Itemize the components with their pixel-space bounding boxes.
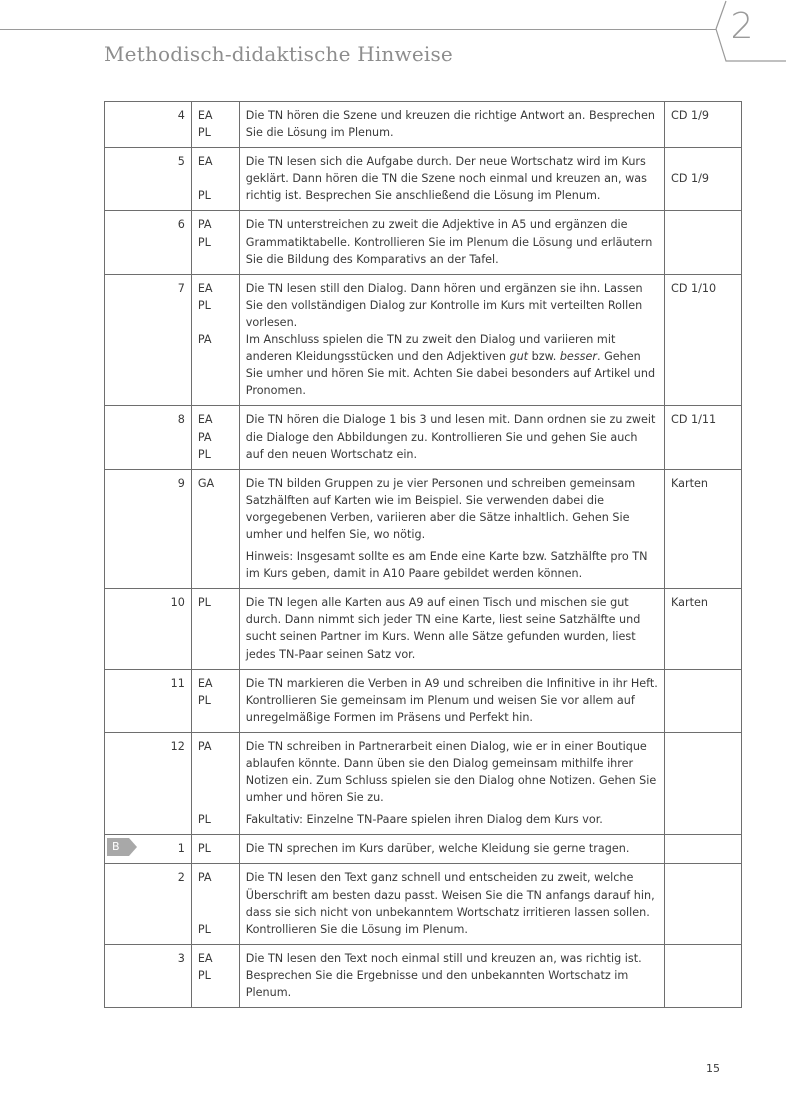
task-note: Hinweis: Insgesamt sollte es am Ende eine Karte bzw. Satzhälfte pro TN im Kurs geben, damit in A10 Paare gebildet werden können. <box>245 550 648 581</box>
task-number: 2 <box>105 864 192 944</box>
table-row <box>105 669 742 732</box>
material <box>665 211 742 274</box>
table-row <box>105 148 742 211</box>
task-description: Die TN lesen den Text ganz schnell und entscheiden zu zweit, welche Überschrift am besten dazu passt. Weisen Sie die TN anfangs darauf hin, dass sie sich nicht von unbekanntem Wortschatz irritieren lassen sollen. Kontrollieren Sie die Lösung im Plenum. <box>239 864 664 944</box>
material: CD 1/10 <box>665 274 742 406</box>
table-row <box>105 944 742 1007</box>
task-number: 9 <box>105 469 192 589</box>
table-row <box>105 589 742 669</box>
task-number: B 1 <box>105 835 192 864</box>
material: Karten <box>665 589 742 669</box>
material <box>665 835 742 864</box>
social-form: PA PL <box>191 732 239 834</box>
material: CD 1/11 <box>665 406 742 469</box>
table-row <box>105 469 742 589</box>
material: CD 1/9 <box>665 148 742 211</box>
page-title: Methodisch-didaktische Hinweise <box>104 42 453 66</box>
social-form: EA PL <box>191 944 239 1007</box>
lesson-plan-table <box>104 101 742 1008</box>
task-description: Die TN lesen den Text noch einmal still und kreuzen an, was richtig ist. Besprechen Sie die Ergebnisse und den unbekannten Wortschatz im Plenum. <box>239 944 664 1007</box>
material: CD 1/9 <box>665 102 742 148</box>
task-description: Die TN hören die Szene und kreuzen die richtige Antwort an. Besprechen Sie die Lösung im Plenum. <box>239 102 664 148</box>
social-form: EA PL PA <box>191 274 239 406</box>
chapter-number: 2 <box>730 6 754 47</box>
social-form: PA PL <box>191 211 239 274</box>
task-description: Die TN bilden Gruppen zu je vier Personen und schreiben gemeinsam Satzhälften auf Karten wie im Beispiel. Sie verwenden dabei die vorgegebenen Verben, variieren aber die Sätze inhaltlich. Gehen Sie umher und helfen Sie, wo nötig. Hinweis: Insgesamt sollte es am Ende eine Karte bzw. Satzhälfte pro TN im Kurs geben, damit in A10 Paare gebildet werden können. <box>239 469 664 589</box>
social-form: PL <box>191 589 239 669</box>
task-number: 8 <box>105 406 192 469</box>
table-row <box>105 864 742 944</box>
task-number: 11 <box>105 669 192 732</box>
task-description: Die TN unterstreichen zu zweit die Adjektive in A5 und ergänzen die Grammatiktabelle. Kontrollieren Sie im Plenum die Lösung und erläutern Sie die Bildung des Komparativs an der Tafel. <box>239 211 664 274</box>
header-rule <box>0 29 716 30</box>
social-form: EA PL <box>191 148 239 211</box>
material <box>665 669 742 732</box>
task-description: Die TN schreiben in Partnerarbeit einen Dialog, wie er in einer Boutique ablaufen könnte. Dann üben sie den Dialog gemeinsam mithilfe ihrer Notizen ein. Zum Schluss spielen sie den Dialog ohne Notizen. Gehen Sie umher und hören Sie zu. Fakultativ: Einzelne TN-Paare spielen ihren Dialog dem Kurs vor. <box>239 732 664 834</box>
task-description: Die TN lesen still den Dialog. Dann hören und ergänzen sie ihn. Lassen Sie den vollständigen Dialog zur Kontrolle im Kurs mit verteilten Rollen vorlesen. Im Anschluss spielen die TN zu zweit den Dialog und variieren mit anderen Kleidungsstücken und den Adjektiven gut bzw. besser. Gehen Sie umher und hören Sie mit. Achten Sie dabei besonders auf Artikel und Pronomen. <box>239 274 664 406</box>
task-description: Die TN legen alle Karten aus A9 auf einen Tisch und mischen sie gut durch. Dann nimmt sich jeder TN eine Karte, liest seine Satzhälfte und sucht seinen Partner im Kurs. Wenn alle Sätze gefunden wurden, liest jedes TN-Paar seinen Satz vor. <box>239 589 664 669</box>
social-form: EA PL <box>191 669 239 732</box>
task-description: Die TN sprechen im Kurs darüber, welche Kleidung sie gerne tragen. <box>239 835 664 864</box>
section-marker-tab <box>107 838 137 856</box>
task-number: 3 <box>105 944 192 1007</box>
task-number: 5 <box>105 148 192 211</box>
material <box>665 864 742 944</box>
social-form: EA PL <box>191 102 239 148</box>
page-number: 15 <box>706 1062 720 1075</box>
material <box>665 944 742 1007</box>
table-row <box>105 406 742 469</box>
social-form: GA <box>191 469 239 589</box>
task-number: 10 <box>105 589 192 669</box>
table-row <box>105 732 742 834</box>
task-number: 6 <box>105 211 192 274</box>
task-description: Die TN markieren die Verben in A9 und schreiben die Infinitive in ihr Heft. Kontrollieren Sie gemeinsam im Plenum und weisen Sie vor allem auf unregelmäßige Formen im Präsens und Perfekt hin. <box>239 669 664 732</box>
section-marker-label: B <box>112 840 120 854</box>
social-form: EA PA PL <box>191 406 239 469</box>
table-row <box>105 211 742 274</box>
task-number: 4 <box>105 102 192 148</box>
table-row <box>105 102 742 148</box>
material: Karten <box>665 469 742 589</box>
social-form: PA PL <box>191 864 239 944</box>
task-description: Die TN hören die Dialoge 1 bis 3 und lesen mit. Dann ordnen sie zu zweit die Dialoge den Abbildungen zu. Kontrollieren Sie und gehen Sie auch auf den neuen Wortschatz ein. <box>239 406 664 469</box>
task-number: 7 <box>105 274 192 406</box>
task-number: 12 <box>105 732 192 834</box>
social-form: PL <box>191 835 239 864</box>
task-description: Die TN lesen sich die Aufgabe durch. Der neue Wortschatz wird im Kurs geklärt. Dann hören die TN die Szene noch einmal und kreuzen an, was richtig ist. Besprechen Sie anschließend die Lösung im Plenum. <box>239 148 664 211</box>
table-row <box>105 274 742 406</box>
table-row <box>105 835 742 864</box>
task-note: Fakultativ: Einzelne TN-Paare spielen ihren Dialog dem Kurs vor. <box>245 813 603 827</box>
material <box>665 732 742 834</box>
